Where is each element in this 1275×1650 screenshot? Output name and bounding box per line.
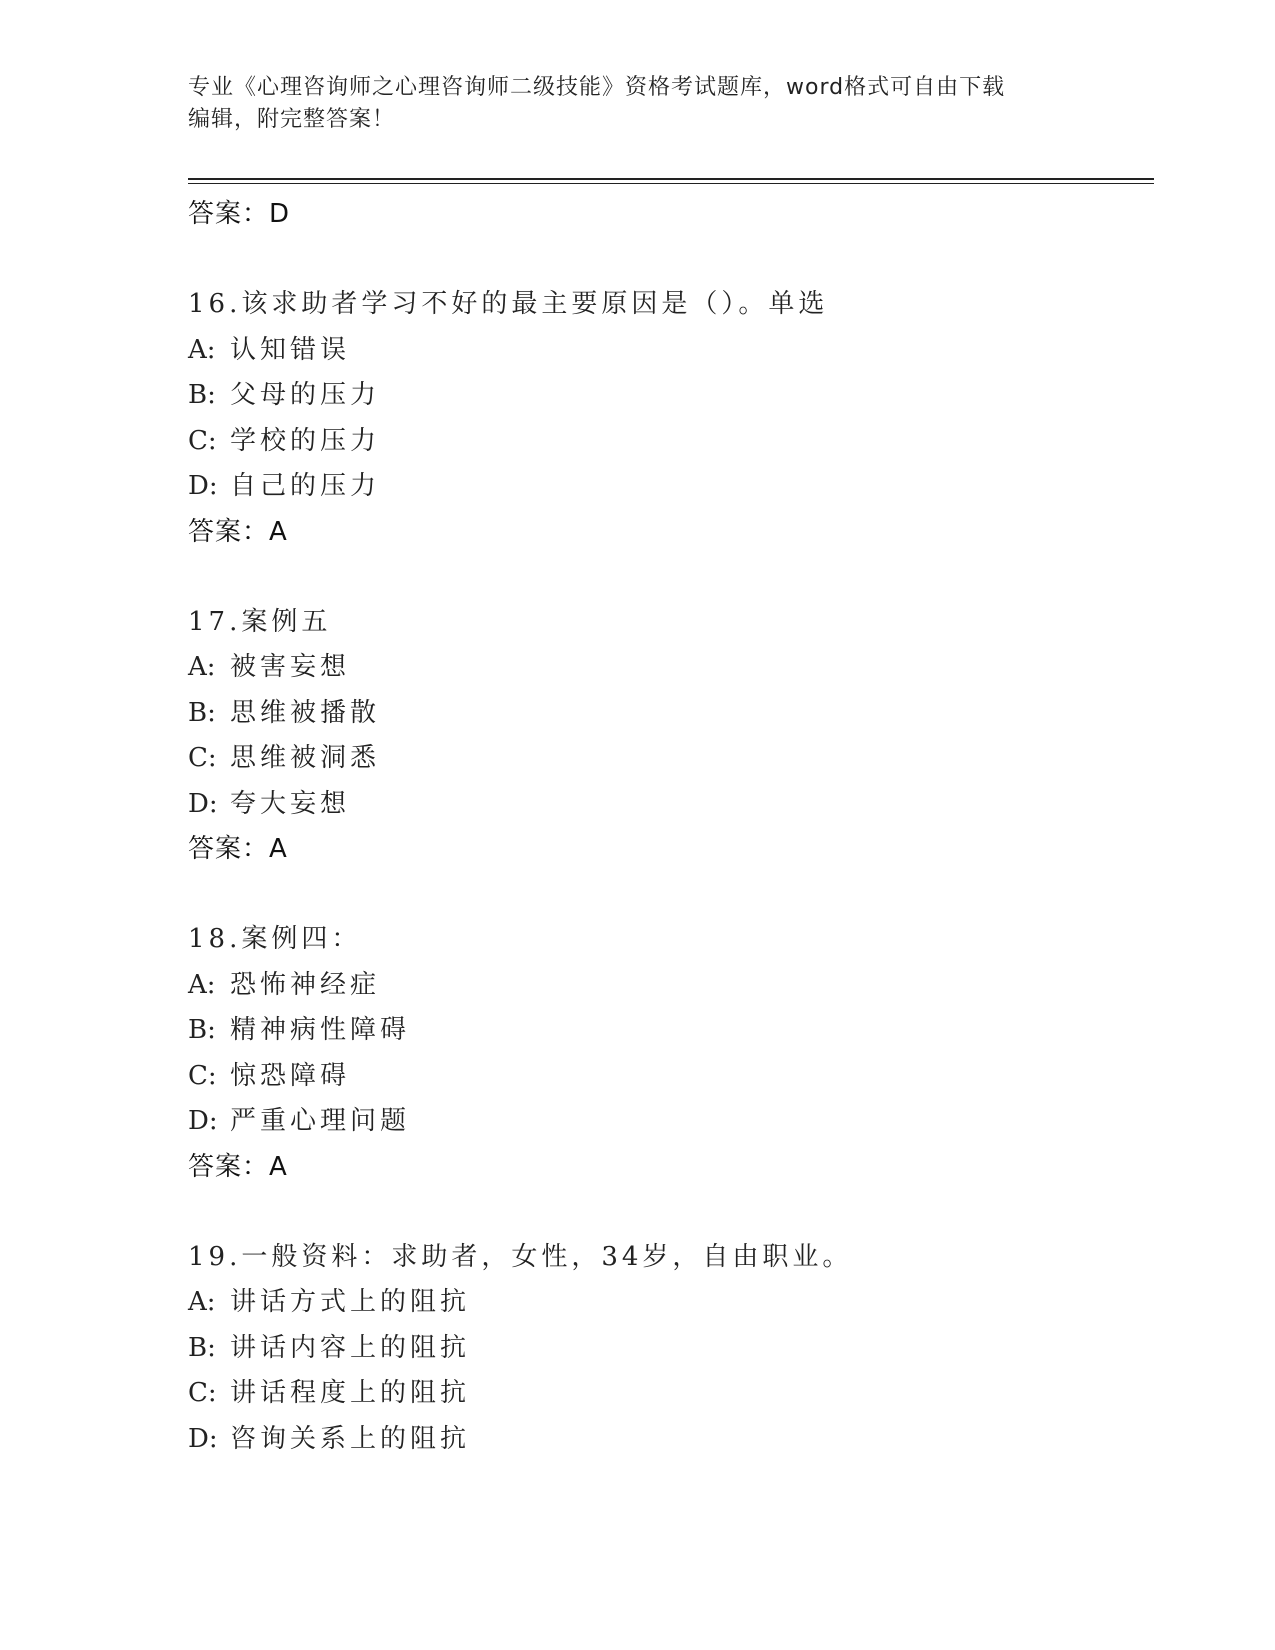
option-text: 讲话程度上的阻抗 [230, 1378, 471, 1408]
question-block [188, 600, 1148, 872]
option-text: 恐怖神经症 [230, 969, 381, 1000]
option-row [188, 328, 1148, 374]
option-row [188, 963, 1148, 1009]
option-text: 讲话内容上的阻抗 [230, 1332, 471, 1363]
question-block [188, 1235, 1148, 1463]
option-key: D: [188, 1106, 218, 1136]
option-key: D: [188, 788, 218, 819]
document-header [188, 72, 1068, 136]
option-key: D: [188, 471, 218, 501]
option-row [188, 1008, 1148, 1054]
option-text: 思维被播散 [230, 697, 381, 728]
question-stem: 17.案例五 [188, 606, 332, 637]
option-row [188, 373, 1148, 419]
option-text: 咨询关系上的阻抗 [230, 1423, 471, 1454]
option-text: 精神病性障碍 [230, 1015, 411, 1045]
answer-line: 答案：D [188, 199, 291, 229]
option-text: 认知错误 [230, 334, 351, 365]
document-page [188, 72, 1148, 1462]
option-key: B: [188, 380, 216, 410]
option-row [188, 782, 1148, 828]
option-row [188, 1099, 1148, 1145]
option-key: C: [188, 1060, 217, 1091]
option-text: 被害妄想 [230, 652, 351, 682]
option-key: C: [188, 743, 217, 773]
option-row [188, 691, 1148, 737]
question-block [188, 282, 1148, 554]
option-key: B: [188, 1332, 216, 1363]
option-key: B: [188, 697, 216, 728]
option-text: 严重心理问题 [230, 1106, 411, 1136]
option-text: 学校的压力 [230, 425, 381, 456]
option-row [188, 1054, 1148, 1100]
question-stem: 19.一般资料：求助者，女性，34岁，自由职业。 [188, 1241, 853, 1272]
option-key: C: [188, 1378, 217, 1408]
question-stem: 16.该求助者学习不好的最主要原因是（）。单选 [188, 289, 829, 319]
option-key: D: [188, 1423, 218, 1454]
header-line-2: 编辑，附完整答案！ [188, 107, 396, 132]
question-block [188, 917, 1148, 1189]
answer-line: 答案：A [188, 516, 288, 547]
option-row [188, 736, 1148, 782]
option-row [188, 1280, 1148, 1326]
answer-line: 答案：A [188, 1151, 288, 1182]
option-key: C: [188, 425, 217, 456]
question-list [188, 282, 1148, 1462]
option-text: 思维被洞悉 [230, 743, 381, 773]
option-row [188, 645, 1148, 691]
option-text: 父母的压力 [230, 380, 381, 410]
header-line-1: 专业《心理咨询师之心理咨询师二级技能》资格考试题库，word格式可自由下载 [188, 75, 1006, 100]
option-row [188, 419, 1148, 465]
question-stem: 18.案例四： [188, 924, 362, 954]
header-divider [188, 178, 1154, 184]
option-text: 夸大妄想 [230, 788, 351, 819]
option-row [188, 1371, 1148, 1417]
option-key: A: [188, 1287, 216, 1317]
option-key: A: [188, 652, 216, 682]
option-key: B: [188, 1015, 216, 1045]
option-key: A: [188, 334, 216, 365]
option-row [188, 1326, 1148, 1372]
answer-line: 答案：A [188, 834, 288, 864]
option-row [188, 1417, 1148, 1463]
option-text: 惊恐障碍 [230, 1060, 351, 1091]
option-row [188, 464, 1148, 510]
option-key: A: [188, 969, 216, 1000]
option-text: 自己的压力 [230, 471, 381, 501]
option-text: 讲话方式上的阻抗 [230, 1287, 471, 1317]
